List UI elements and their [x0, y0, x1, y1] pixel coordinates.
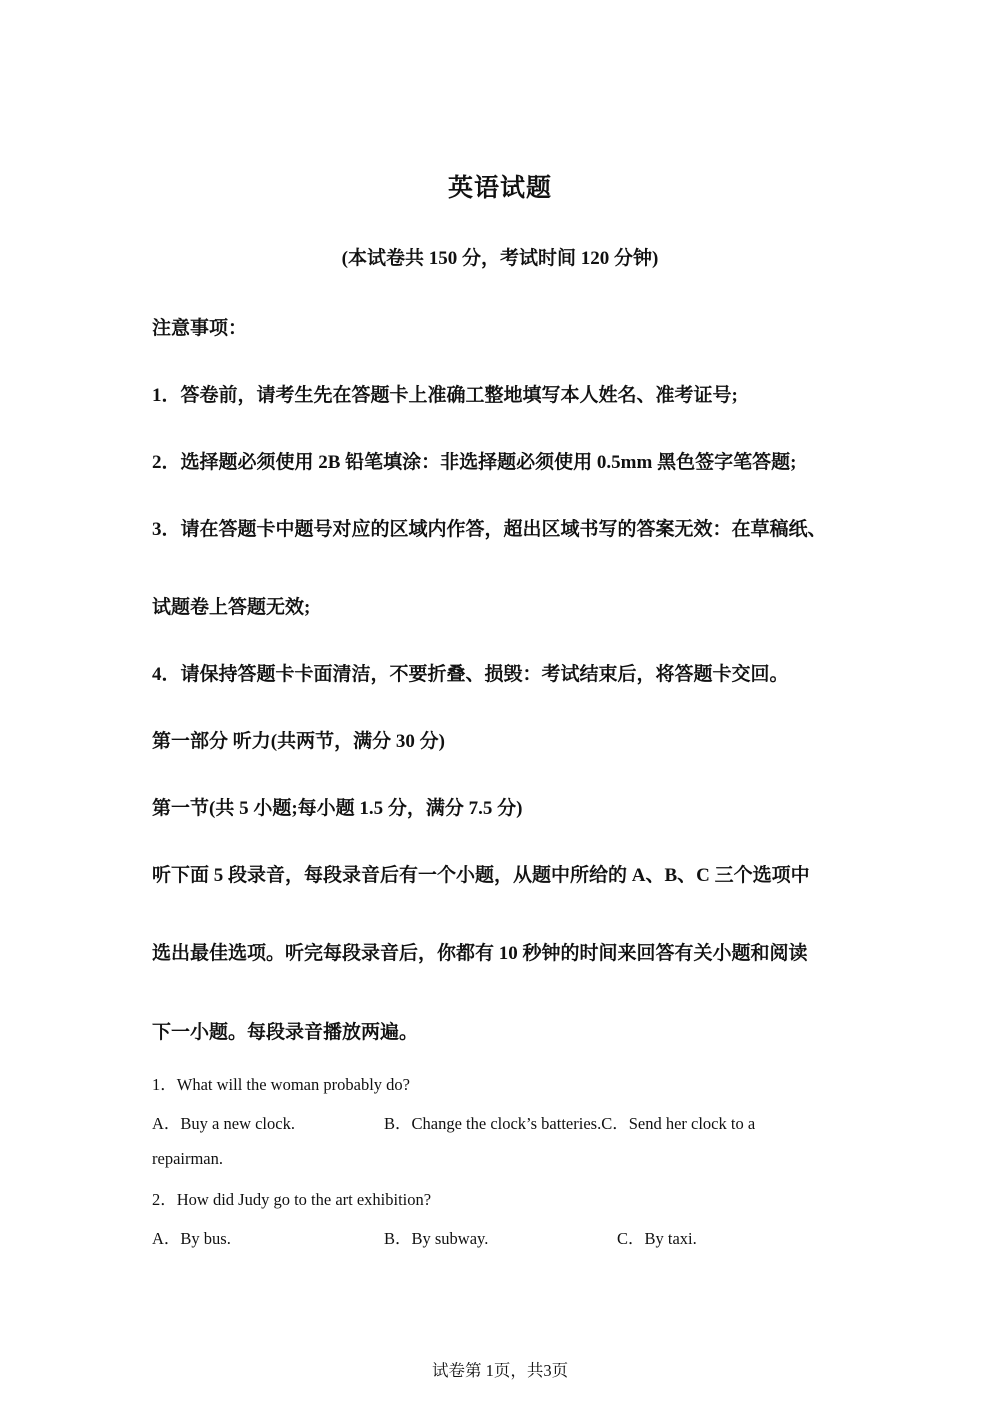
instruction-line: 下一小题。每段录音播放两遍。	[152, 1022, 419, 1043]
instruction-line: 听下面 5 段录音，每段录音后有一个小题，从题中所给的 A、B、C 三个选项中	[152, 865, 810, 886]
notice-item: 4．请保持答题卡卡面清洁，不要折叠、损毁：考试结束后，将答题卡交回。	[152, 664, 789, 685]
question-stem: 2．How did Judy go to the art exhibition?	[152, 1190, 432, 1209]
option-c: C．By taxi.	[617, 1229, 697, 1248]
part-heading: 第一部分 听力(共两节，满分 30 分)	[152, 731, 445, 752]
notice-item: 1．答卷前，请考生先在答题卡上准确工整地填写本人姓名、准考证号;	[152, 385, 738, 406]
notice-item: 3．请在答题卡中题号对应的区域内作答，超出区域书写的答案无效：在草稿纸、	[152, 519, 827, 540]
question-stem: 1．What will the woman probably do?	[152, 1075, 410, 1094]
option-b: B．By subway.	[384, 1229, 489, 1248]
notice-item-continuation: 试题卷上答题无效;	[152, 597, 311, 618]
notice-item: 2．选择题必须使用 2B 铅笔填涂：非选择题必须使用 0.5mm 黑色签字笔答题;	[152, 452, 797, 473]
page-footer: 试卷第 1页，共3页	[431, 1361, 569, 1380]
option-c-continuation: repairman.	[152, 1149, 224, 1168]
page-title: 英语试题	[447, 173, 552, 202]
notice-heading: 注意事项：	[152, 318, 248, 339]
section-heading: 第一节(共 5 小题;每小题 1.5 分，满分 7.5 分)	[152, 798, 523, 819]
option-b: B．Change the clock’s batteries.C．Send her clock to a	[384, 1114, 756, 1133]
option-a: A．Buy a new clock.	[152, 1114, 295, 1133]
exam-info-subtitle: (本试卷共 150 分，考试时间 120 分钟)	[341, 248, 659, 269]
instruction-line: 选出最佳选项。听完每段录音后，你都有 10 秒钟的时间来回答有关小题和阅读	[152, 943, 808, 964]
option-a: A．By bus.	[152, 1229, 231, 1248]
